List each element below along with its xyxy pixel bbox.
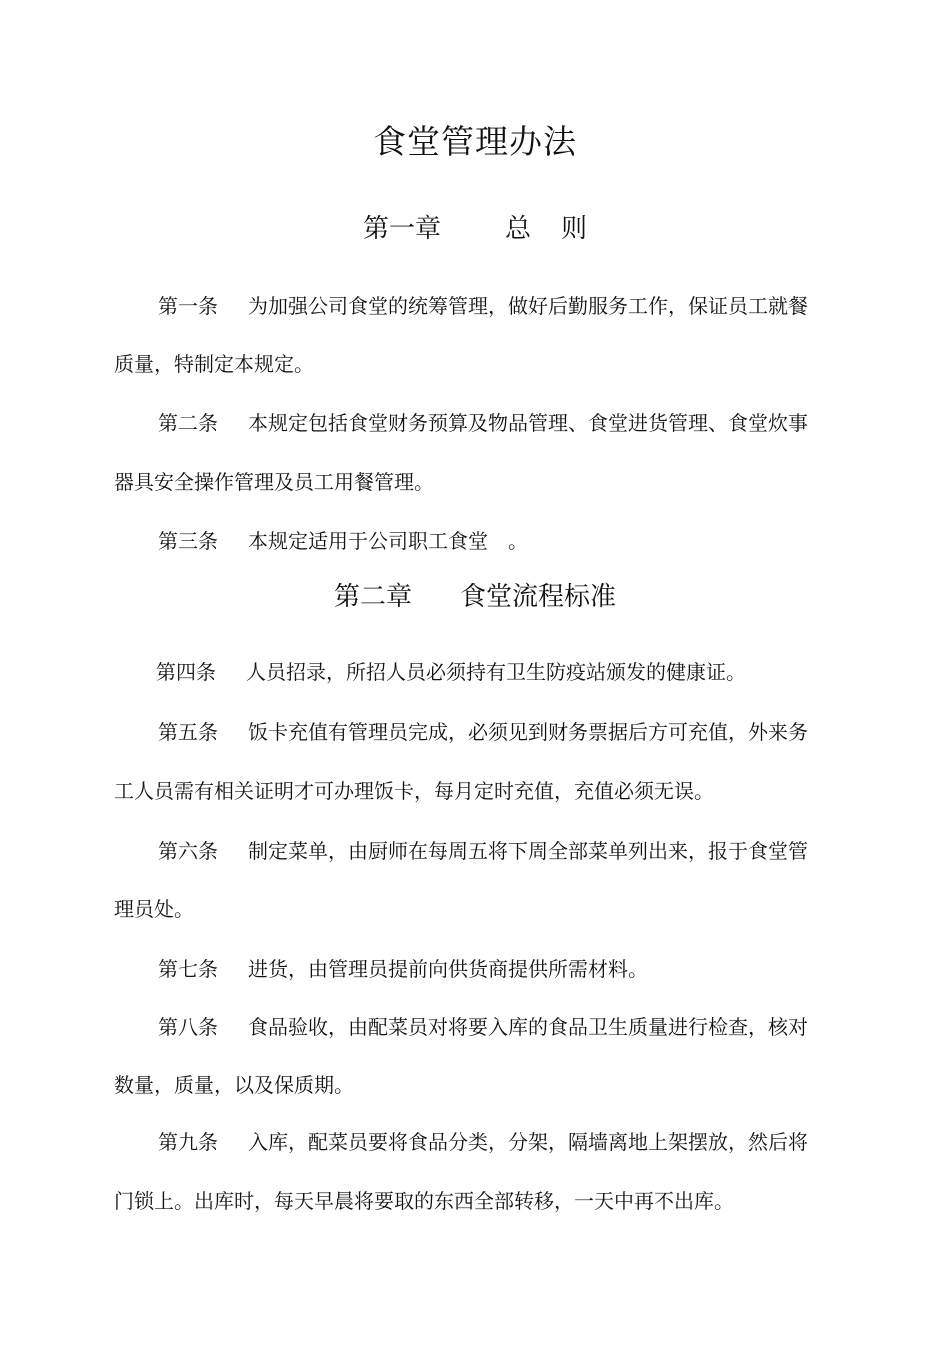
article-2-line-2: 器具安全操作管理及员工用餐管理。: [114, 470, 434, 494]
article-5-line-1: [158, 717, 834, 747]
article-1-number: 第一条: [158, 294, 218, 318]
article-5-line-2: 工人员需有相关证明才可办理饭卡，每月定时充值，充值必须无误。: [114, 779, 714, 803]
article-3-line-1: [158, 526, 834, 556]
article-7-text-1: 进货，由管理员提前向供货商提供所需材料。: [248, 957, 648, 981]
article-9-line-2: 门锁上。出库时，每天早晨将要取的东西全部转移，一天中再不出库。: [114, 1189, 734, 1213]
article-2-text-1: 本规定包括食堂财务预算及物品管理、食堂进货管理、食堂炊事: [248, 411, 808, 435]
chapter-2-title: 食堂流程标准: [460, 582, 617, 612]
article-9-number: 第九条: [158, 1130, 218, 1154]
article-8-text-1: 食品验收，由配菜员对将要入库的食品卫生质量进行检查，核对: [248, 1015, 808, 1039]
article-5-text-1: 饭卡充值有管理员完成，必须见到财务票据后方可充值，外来务: [248, 720, 808, 744]
chapter-1-title-part-b: 则: [561, 214, 588, 244]
article-9-text-1: 入库，配菜员要将食品分类，分架，隔墙离地上架摆放，然后将: [248, 1130, 808, 1154]
article-6-line-1: [158, 836, 834, 866]
article-6-number: 第六条: [158, 839, 218, 863]
article-7-line-1: [158, 954, 834, 984]
article-9-line-1: [158, 1127, 834, 1157]
article-6-line-2: 理员处。: [114, 897, 194, 921]
chapter-1-number: 第一章: [362, 214, 441, 244]
article-1-line-1: [158, 291, 834, 321]
article-4-line-1: [156, 657, 832, 687]
chapter-2-number: 第二章: [333, 582, 412, 612]
article-3-text-1: 本规定适用于公司职工食堂 。: [248, 529, 528, 553]
article-4-number: 第四条: [156, 660, 216, 684]
article-4-text-1: 人员招录，所招人员必须持有卫生防疫站颁发的健康证。: [246, 660, 746, 684]
article-6-text-1: 制定菜单，由厨师在每周五将下周全部菜单列出来，报于食堂管: [248, 839, 808, 863]
article-1-line-2: 质量，特制定本规定。: [114, 352, 314, 376]
article-1-text-1: 为加强公司食堂的统筹管理，做好后勤服务工作，保证员工就餐: [248, 294, 808, 318]
chapter-2-heading: [0, 577, 950, 617]
article-8-number: 第八条: [158, 1015, 218, 1039]
article-7-number: 第七条: [158, 957, 218, 981]
article-8-line-1: [158, 1012, 834, 1042]
article-3-number: 第三条: [158, 529, 218, 553]
article-5-number: 第五条: [158, 720, 218, 744]
chapter-1-title-part-a: 总: [504, 214, 531, 244]
article-2-line-1: [158, 408, 834, 438]
article-2-number: 第二条: [158, 411, 218, 435]
article-8-line-2: 数量，质量，以及保质期。: [114, 1073, 354, 1097]
document-title: 食堂管理办法: [373, 122, 577, 161]
chapter-1-heading: [0, 209, 950, 249]
